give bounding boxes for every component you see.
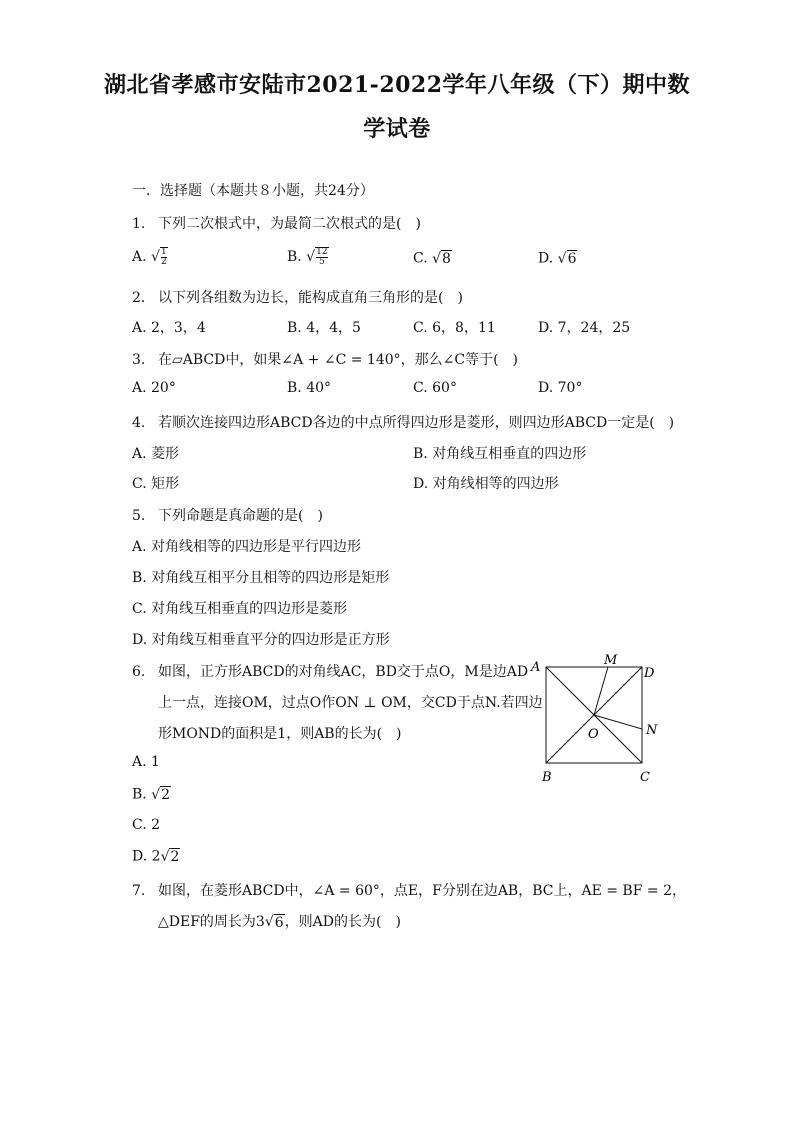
sqrt-expression: √ $\frac{12}{5}$ xyxy=(306,247,328,267)
option-a[interactable] xyxy=(132,317,206,337)
radicand: 2 xyxy=(170,849,180,865)
option-text: 1 xyxy=(151,754,160,770)
label-o: O xyxy=(588,727,599,742)
option-label: D. xyxy=(132,848,148,865)
question-6-line2: 上一点，连接OM，过点O作ON ⊥ OM，交CD于点N.若四边 xyxy=(158,695,543,711)
fraction-denominator: 5 xyxy=(318,257,325,267)
question-number: 3. xyxy=(132,352,146,368)
option-label: C. xyxy=(132,601,147,617)
question-stem: 在▱ABCD中，如果∠A + ∠C = 140°，那么∠C等于( ) xyxy=(158,352,518,368)
option-label: D. xyxy=(413,476,429,492)
option-label: A. xyxy=(132,446,147,462)
label-c: C xyxy=(640,770,650,785)
question-6-line3: 形MOND的面积是1，则AB的长为( ) xyxy=(158,726,402,742)
question-stem: 下列二次根式中，为最简二次根式的是( ) xyxy=(158,216,421,232)
label-n: N xyxy=(646,723,658,738)
option-d[interactable] xyxy=(413,473,559,493)
option-label: C. xyxy=(132,817,147,833)
square-figure xyxy=(528,652,663,787)
option-label: A. xyxy=(132,754,147,770)
question-number: 7. xyxy=(132,883,146,899)
option-label: B. xyxy=(132,786,147,803)
option-c[interactable] xyxy=(132,598,347,618)
option-text: 4，4，5 xyxy=(306,320,361,336)
coefficient: 2 xyxy=(151,848,161,865)
option-b[interactable] xyxy=(287,317,361,337)
option-text: 7，24，25 xyxy=(557,320,631,336)
option-label: C. xyxy=(413,380,428,396)
option-label: D. xyxy=(538,320,554,336)
page-title-line2: 学试卷 xyxy=(363,116,431,142)
option-c[interactable] xyxy=(413,380,457,396)
question-4 xyxy=(132,412,674,432)
option-label: A. xyxy=(132,320,147,336)
stem-text: △DEF的周长为3 xyxy=(158,914,265,930)
option-text: 对角线互相垂直的四边形是菱形 xyxy=(151,601,348,617)
option-c[interactable] xyxy=(132,817,160,833)
question-number: 1. xyxy=(132,216,146,232)
stem-text: ，则AD的长为( ) xyxy=(284,914,401,930)
option-d[interactable] xyxy=(538,380,582,396)
section-heading: 一．选择题（本题共８小题，共24分） xyxy=(132,183,374,199)
label-m: M xyxy=(604,653,618,668)
question-number: 5. xyxy=(132,508,146,524)
option-text: 20° xyxy=(151,380,176,396)
sqrt-expression: √ 6 xyxy=(557,250,577,267)
option-b[interactable] xyxy=(132,786,171,803)
radicand: 2 xyxy=(161,787,171,803)
option-a[interactable] xyxy=(132,380,176,396)
radicand: 6 xyxy=(567,251,577,267)
option-a[interactable] xyxy=(132,536,361,556)
option-text: 2，3，4 xyxy=(151,320,206,336)
option-label: A. xyxy=(132,249,147,265)
option-c[interactable] xyxy=(413,250,452,267)
option-label: C. xyxy=(132,476,147,492)
option-c[interactable] xyxy=(132,473,179,493)
option-text: 矩形 xyxy=(151,476,180,492)
option-text: 对角线相等的四边形 xyxy=(432,476,559,492)
question-stem-line: 如图，正方形ABCD的对角线AC，BD交于点O，M是边AD xyxy=(158,664,529,680)
option-text: 40° xyxy=(306,380,332,396)
option-c[interactable] xyxy=(413,317,496,337)
option-label: A. xyxy=(132,380,147,396)
sqrt-expression: √ 2 xyxy=(151,786,171,803)
question-3 xyxy=(132,349,518,369)
option-label: C. xyxy=(413,320,428,336)
option-d[interactable] xyxy=(538,250,577,267)
option-label: D. xyxy=(538,380,554,396)
option-text: 70° xyxy=(557,380,583,396)
fraction-numerator: 1 xyxy=(160,247,167,257)
label-d: D xyxy=(644,666,655,681)
option-b[interactable] xyxy=(287,380,331,396)
question-stem: 下列命题是真命题的是( ) xyxy=(158,508,323,524)
radicand: 8 xyxy=(442,251,451,267)
option-label: B. xyxy=(413,446,428,462)
option-b[interactable] xyxy=(132,567,389,587)
option-a[interactable] xyxy=(132,247,168,267)
page-title-line1: 湖北省孝感市安陆市2021-2022学年八年级（下）期中数 xyxy=(103,72,691,98)
question-number: 4. xyxy=(132,415,146,431)
sqrt-expression: √ $\frac{1}{2}$ xyxy=(151,247,167,267)
option-label: D. xyxy=(132,632,148,648)
question-1 xyxy=(132,213,421,233)
option-label: B. xyxy=(287,380,302,396)
question-stem: 若顺次连接四边形ABCD各边的中点所得四边形是菱形，则四边形ABCD一定是( ) xyxy=(158,415,675,431)
option-label: A. xyxy=(132,539,147,555)
question-6 xyxy=(132,661,528,681)
option-text: 2 xyxy=(151,817,161,833)
question-number: 6. xyxy=(132,664,146,680)
option-text: 6，8，11 xyxy=(432,320,496,336)
option-label: B. xyxy=(287,320,302,336)
option-text: 60° xyxy=(432,380,457,396)
option-b[interactable] xyxy=(413,443,586,463)
option-text: 对角线互相平分且相等的四边形是矩形 xyxy=(151,570,390,586)
question-number: 2. xyxy=(132,290,146,306)
question-2 xyxy=(132,287,463,307)
sqrt-expression: √ 6 xyxy=(264,914,284,931)
radicand: 6 xyxy=(274,914,284,931)
question-stem: 如图，在菱形ABCD中，∠A = 60°，点E，F分别在边AB，BC上，AE = BF = 2， xyxy=(158,883,686,899)
question-7-line2 xyxy=(158,911,401,931)
question-stem: 以下列各组数为边长，能构成直角三角形的是( ) xyxy=(158,290,463,306)
option-label: C. xyxy=(413,250,428,267)
question-7 xyxy=(132,880,686,900)
option-text: 菱形 xyxy=(151,446,180,462)
option-b[interactable] xyxy=(287,247,329,267)
question-5 xyxy=(132,505,323,525)
label-b: B xyxy=(542,770,552,785)
option-a[interactable] xyxy=(132,754,160,770)
label-a: A xyxy=(531,660,541,675)
option-d[interactable] xyxy=(132,629,390,649)
option-label: B. xyxy=(132,570,147,586)
sqrt-expression: √ 2 xyxy=(160,848,180,865)
sqrt-expression: √ 8 xyxy=(432,250,451,267)
option-d[interactable] xyxy=(538,317,630,337)
option-label: B. xyxy=(287,249,302,265)
option-d[interactable] xyxy=(132,848,180,865)
option-text: 对角线相等的四边形是平行四边形 xyxy=(151,539,362,555)
fraction-denominator: 2 xyxy=(160,257,167,267)
option-text: 对角线互相垂直平分的四边形是正方形 xyxy=(151,632,390,648)
option-label: D. xyxy=(538,250,554,267)
fraction-numerator: 12 xyxy=(316,247,328,257)
option-a[interactable] xyxy=(132,443,179,463)
option-text: 对角线互相垂直的四边形 xyxy=(432,446,587,462)
